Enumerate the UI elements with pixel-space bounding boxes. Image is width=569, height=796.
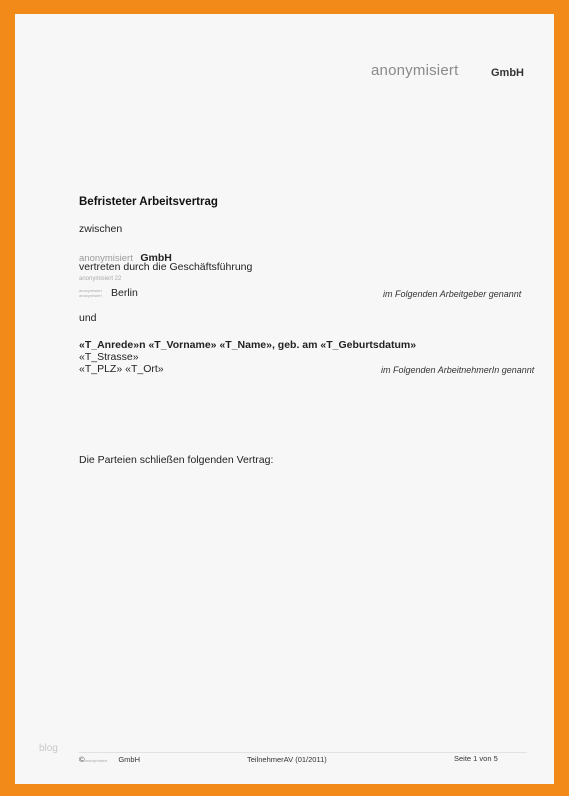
header-company-name: anonymisiert xyxy=(371,62,459,79)
employer-name: anonymisiert xyxy=(79,253,133,264)
employee-city-line: «T_PLZ» «T_Ort» xyxy=(79,363,164,375)
employee-name-line: «T_Anrede»n «T_Vorname» «T_Name», geb. am «T_Geburtsdatum» xyxy=(79,339,417,351)
footer-document-id: TeilnehmerAV (01/2011) xyxy=(247,755,327,764)
employer-representation: vertreten durch die Geschäftsführung xyxy=(79,261,253,273)
footer-company-name: anonymisiert xyxy=(84,758,108,763)
copyright-symbol: © xyxy=(79,755,85,764)
contract-title: Befristeter Arbeitsvertrag xyxy=(79,196,218,208)
watermark: blog xyxy=(39,743,58,754)
footer-legal-form: GmbH xyxy=(118,755,140,764)
footer-company xyxy=(79,755,140,764)
footer-divider xyxy=(79,752,527,753)
employer-city: Berlin xyxy=(111,287,138,299)
and-label: und xyxy=(79,312,97,324)
employer-legal-form: GmbH xyxy=(140,252,172,264)
employee-role-note: im Folgenden ArbeitnehmerIn genannt xyxy=(381,365,535,375)
intro-sentence: Die Parteien schließen folgenden Vertrag: xyxy=(79,454,274,466)
between-label: zwischen xyxy=(79,223,123,235)
footer-page-number: Seite 1 von 5 xyxy=(454,754,498,763)
header-legal-form: GmbH xyxy=(491,67,524,79)
employee-street: «T_Strasse» xyxy=(79,351,139,363)
document-page xyxy=(15,14,554,784)
employer-zip: anonymisiert anonymisiert xyxy=(79,288,102,298)
employer-street: anonymisiert 22 xyxy=(79,276,122,282)
employer-role-note: im Folgenden Arbeitgeber genannt xyxy=(383,289,522,299)
